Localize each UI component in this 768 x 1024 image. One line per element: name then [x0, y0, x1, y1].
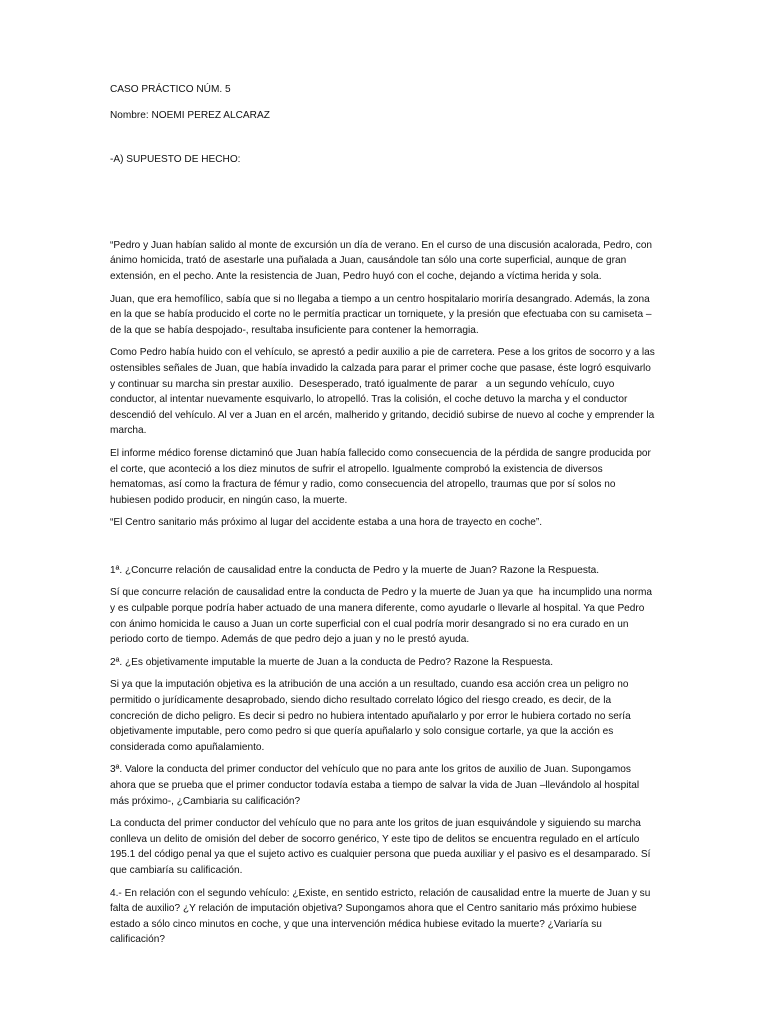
- student-name-line: Nombre: NOEMI PEREZ ALCARAZ: [110, 109, 270, 121]
- facts-paragraph: Juan, que era hemofílico, sabía que si no llegaba a tiempo a un centro hospitalario moriría desangrado. Además, la zona en la que se había producido el corte no le permitía practicar un torniquete, y la presión que efectuaba con su camiseta –de la que se había despojado-, resultaba insuficiente para contener la hemorragia.: [110, 293, 653, 336]
- facts-paragraph: El informe médico forense dictaminó que Juan había fallecido como consecuencia de la pérdida de sangre producida por el corte, que aconteció a los diez minutos de sufrir el atropello. Igualmente comprobó la existencia de diversos hematomas, así como la fractura de fémur y radio, como consecuencia del atropello, traumas que por sí solos no hubiesen podido producir, en ningún caso, la muerte.: [110, 447, 654, 506]
- document-page: [110, 82, 658, 955]
- question-3: 3ª. Valore la conducta del primer conductor del vehículo que no para ante los gritos de auxilio de Juan. Supongamos ahora que se prueba que el primer conductor todavía estaba a tiempo de salvar la vida de Juan –llevándolo al hospital más próximo-, ¿Cambiaria su calificación?: [110, 764, 642, 807]
- answer-1: Sí que concurre relación de causalidad entre la conducta de Pedro y la muerte de Juan ya que ha incumplido una norma y es culpable porque podría haber actuado de una manera diferente, como ayudarle o llevarle al hospital. Ya que Pedro con ánimo homicida le causo a Juan un corte superficial con el cual podría morir desangrado si no era curado en un periodo corto de tiempo. Además de que pedro dejo a juan y no le prestó ayuda.: [110, 587, 658, 646]
- question-1: 1ª. ¿Concurre relación de causalidad entre la conducta de Pedro y la muerte de Juan? Razone la Respuesta.: [110, 564, 600, 576]
- answer-3: La conducta del primer conductor del vehículo que no para ante los gritos de juan esquivándole y siguiendo su marcha conlleva un delito de omisión del deber de socorro genérico, Y este tipo de delitos se encuentra regulado en el artículo 195.1 del código penal ya que el sujeto activo es cualquier persona que pueda auxiliar y el pasivo es el desamparado. Sí que cambiaría su calificación.: [110, 818, 654, 876]
- facts-paragraph: Como Pedro había huido con el vehículo, se aprestó a pedir auxilio a pie de carretera. Pese a los gritos de socorro y a las ostensibles señales de Juan, que había invadido la calzada para parar el primer coche que pasase, éste logró esquivarlo y continuar su marcha sin prestar auxilio. Desesperado, trató igualmente de parar a un segundo vehículo, cuyo conductor, al intentar nuevamente esquivarlo, lo atropelló. Tras la colisión, el coche detuvo la marcha y el conductor descendió del vehículo. Al ver a Juan en el arcén, malherido y gritando, decidió subirse de nuevo al coche y emprender la marcha.: [110, 347, 658, 437]
- facts-paragraph: “Pedro y Juan habían salido al monte de excursión un día de verano. En el curso de una discusión acalorada, Pedro, con ánimo homicida, trató de asestarle una puñalada a Juan, causándole tan sólo una corte superficial, aunque de gran extensión, en el pecho. Ante la resistencia de Juan, Pedro huyó con el coche, dejando a víctima herida y sola.: [110, 239, 655, 282]
- answer-2: Si ya que la imputación objetiva es la atribución de una acción a un resultado, cuando esa acción crea un peligro no permitido o jurídicamente desaprobado, siendo dicho resultado correlato lógico del riesgo creado, es decir, de la concreción de dicho peligro. Es decir si pedro no hubiera intentado apuñalarlo y por error le hubiera cortado no sería objetivamente imputable, pero como pedro si que quería apuñalarlo y solo consigue cortarle, ya que la acción es considerada como apuñalamiento.: [110, 679, 634, 753]
- question-2: 2ª. ¿Es objetivamente imputable la muerte de Juan a la conducta de Pedro? Razone la Respuesta.: [110, 656, 554, 668]
- question-4: 4.- En relación con el segundo vehículo: ¿Existe, en sentido estricto, relación de causalidad entre la muerte de Juan y su falta de auxilio? ¿Y relación de imputación objetiva? Supongamos ahora que el Centro sanitario más próximo hubiese estado a sólo cinco minutos en coche, y que una intervención médica hubiese evitado la muerte? ¿Variaría su calificación?: [110, 887, 654, 946]
- case-title: CASO PRÁCTICO NÚM. 5: [110, 84, 231, 95]
- section-heading: -A) SUPUESTO DE HECHO:: [110, 154, 241, 166]
- facts-paragraph: “El Centro sanitario más próximo al lugar del accidente estaba a una hora de trayecto en coche”.: [110, 517, 543, 529]
